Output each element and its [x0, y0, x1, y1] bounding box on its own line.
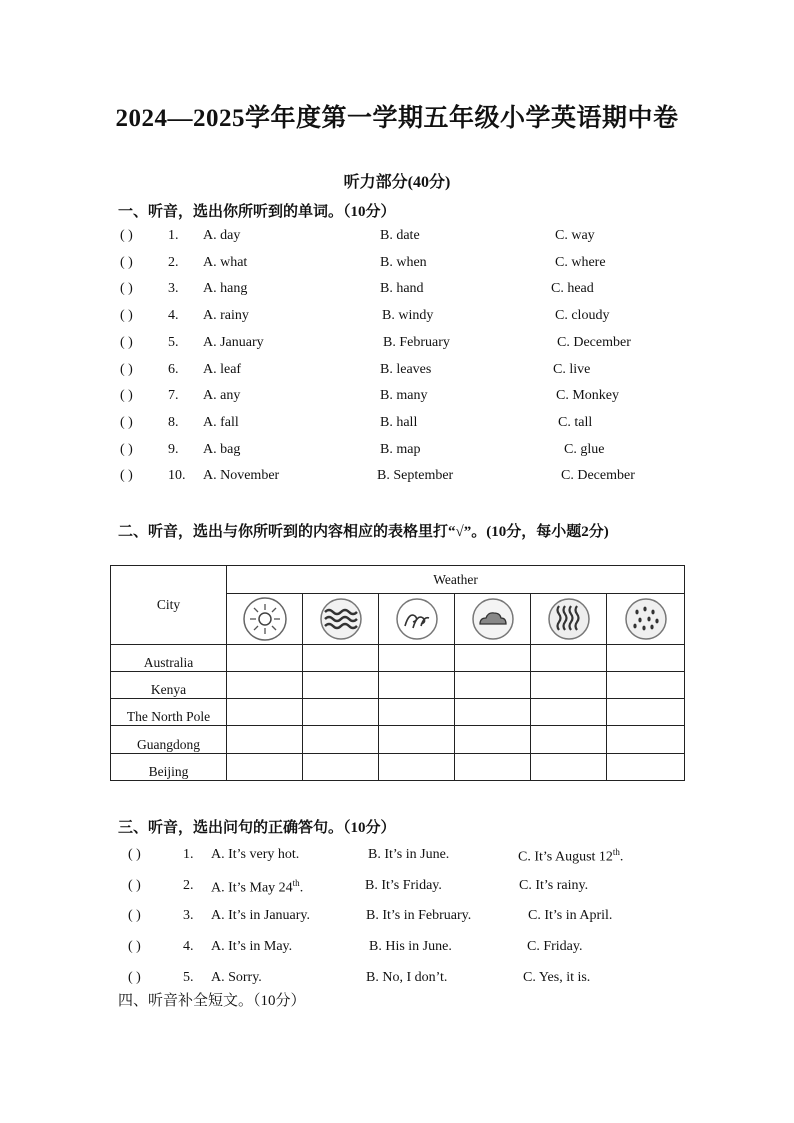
check-cell[interactable] [303, 753, 379, 780]
check-cell[interactable] [227, 644, 303, 671]
answer-bracket[interactable]: ( ) [120, 414, 133, 430]
check-cell[interactable] [379, 644, 455, 671]
option-c: C. tall [558, 414, 593, 430]
check-cell[interactable] [379, 726, 455, 753]
check-cell[interactable] [303, 726, 379, 753]
check-cell[interactable] [531, 753, 607, 780]
city-header: City [111, 566, 227, 645]
check-cell[interactable] [455, 699, 531, 726]
ordinal-suffix: th [612, 847, 620, 857]
option-a [211, 908, 310, 924]
option-a: A. bag [203, 441, 241, 457]
check-cell[interactable] [227, 753, 303, 780]
option-c: C. live [553, 361, 591, 377]
question-number: 3. [168, 281, 179, 297]
wind-swirl-icon [379, 594, 455, 644]
answer-bracket[interactable]: ( ) [120, 441, 133, 457]
option-c [523, 970, 590, 986]
option-c [527, 939, 582, 955]
check-cell[interactable] [303, 699, 379, 726]
option-c: C. glue [564, 441, 605, 457]
check-cell[interactable] [455, 753, 531, 780]
check-cell[interactable] [607, 699, 685, 726]
option-b: B. leaves [380, 361, 432, 377]
option-b: B. date [380, 228, 420, 243]
option-c-text: C. Yes, it is. [523, 969, 591, 985]
listening-part-heading: 听力部分(40分) [343, 174, 451, 191]
option-c: C. head [551, 281, 594, 297]
check-cell[interactable] [227, 726, 303, 753]
check-cell[interactable] [303, 671, 379, 698]
check-cell[interactable] [303, 644, 379, 671]
question-number: 2. [168, 254, 179, 270]
check-cell[interactable] [531, 699, 607, 726]
answer-bracket[interactable]: ( ) [120, 388, 133, 404]
question-row [0, 468, 794, 490]
answer-bracket[interactable]: ( ) [128, 939, 141, 955]
question-number: 1. [168, 228, 179, 243]
check-cell[interactable] [455, 726, 531, 753]
option-a-text: A. Sorry. [211, 969, 262, 985]
option-b: B. February [383, 334, 450, 350]
option-a: A. what [203, 254, 248, 270]
cloudy-icon [455, 594, 531, 644]
option-a-end: . [299, 880, 304, 896]
option-a-text: A. It’s May 24 [211, 880, 293, 896]
question-number: 3. [183, 908, 194, 924]
option-c: C. December [561, 468, 635, 484]
option-c: C. cloudy [555, 308, 610, 324]
ordinal-suffix: th [292, 877, 300, 888]
option-b: B. It’s Friday. [365, 877, 442, 893]
question-number: 1. [183, 847, 194, 862]
section3-heading: 三、听音，选出问句的正确答句。（10分） [118, 820, 396, 836]
question-row [0, 228, 794, 250]
question-row [0, 335, 794, 357]
answer-bracket[interactable]: ( ) [120, 361, 133, 377]
option-a [211, 847, 299, 863]
check-cell[interactable] [531, 726, 607, 753]
option-a: A. fall [203, 414, 239, 430]
option-b: B. windy [382, 308, 434, 324]
option-a-text: A. It’s in May. [211, 939, 293, 955]
option-b: B. His in June. [369, 939, 452, 955]
option-b: B. September [377, 468, 454, 484]
option-c-text: C. It’s in April. [528, 908, 613, 924]
city-kenya: Kenya [111, 671, 227, 698]
option-c-text: C. It’s August 12 [518, 849, 613, 865]
city-beijing: Beijing [111, 753, 227, 780]
question-number: 4. [183, 939, 194, 955]
answer-bracket[interactable]: ( ) [120, 468, 133, 484]
check-cell[interactable] [531, 671, 607, 698]
option-c-text: C. It’s rainy. [519, 877, 589, 893]
option-b: B. hall [380, 414, 418, 430]
sunny-icon [227, 594, 303, 644]
answer-bracket[interactable]: ( ) [128, 847, 141, 862]
check-cell[interactable] [227, 671, 303, 698]
option-c: C. way [555, 228, 595, 243]
check-cell[interactable] [607, 644, 685, 671]
option-a [211, 970, 262, 986]
question-number: 6. [168, 361, 179, 377]
answer-bracket[interactable]: ( ) [128, 877, 141, 893]
question-row [0, 255, 794, 277]
option-a: A. leaf [203, 361, 242, 377]
question-number: 5. [168, 334, 179, 350]
check-cell[interactable] [379, 753, 455, 780]
city-guangdong: Guangdong [111, 726, 227, 753]
option-a: A. January [203, 334, 264, 350]
question-row [0, 388, 794, 410]
option-a: A. day [203, 228, 241, 243]
question-number: 10. [168, 468, 186, 484]
question-row [0, 308, 794, 330]
weather-table [110, 565, 685, 781]
option-b: B. map [380, 441, 421, 457]
hot-icon [531, 594, 607, 644]
check-cell[interactable] [455, 644, 531, 671]
question-row [0, 442, 794, 464]
option-c-text: C. Friday. [527, 939, 583, 955]
option-c-end: . [619, 849, 624, 865]
option-a: A. rainy [203, 308, 249, 324]
answer-bracket[interactable]: ( ) [120, 281, 133, 297]
answer-bracket[interactable]: ( ) [120, 254, 133, 270]
option-c [519, 878, 588, 894]
option-c [518, 847, 623, 866]
answer-bracket[interactable]: ( ) [120, 308, 133, 324]
question-row [0, 415, 794, 437]
question-number: 5. [183, 969, 194, 985]
option-b: B. hand [380, 281, 424, 297]
question-row [0, 939, 794, 961]
option-c: C. December [557, 334, 631, 350]
answer-bracket[interactable]: ( ) [120, 334, 133, 350]
check-cell[interactable] [379, 671, 455, 698]
option-a: A. November [203, 468, 280, 484]
question-number: 9. [168, 441, 179, 457]
check-cell[interactable] [227, 699, 303, 726]
city-north-pole: The North Pole [111, 699, 227, 726]
question-row [0, 878, 794, 900]
option-c [528, 908, 612, 924]
answer-bracket[interactable]: ( ) [128, 908, 141, 924]
check-cell[interactable] [531, 644, 607, 671]
windy-icon [303, 594, 379, 644]
option-a: A. any [203, 388, 241, 404]
question-number: 2. [183, 877, 194, 893]
option-a: A. hang [203, 281, 248, 297]
answer-bracket[interactable]: ( ) [128, 969, 141, 985]
check-cell[interactable] [607, 753, 685, 780]
option-c: C. Monkey [556, 388, 619, 404]
section4-heading: 四、听音补全短文。（10分） [118, 993, 306, 1009]
section2-heading: 二、听音，选出与你所听到的内容相应的表格里打“√”。(10分，每小题2分) [118, 524, 609, 540]
option-a [211, 878, 303, 897]
option-c: C. where [555, 254, 606, 270]
option-b: B. It’s in June. [368, 847, 450, 862]
city-australia: Australia [111, 644, 227, 671]
check-cell[interactable] [455, 671, 531, 698]
option-b: B. when [380, 254, 427, 270]
rainy-icon [607, 594, 685, 644]
page-title: 2024—2025学年度第一学期五年级小学英语期中卷 [115, 105, 679, 132]
option-a-text: A. It’s in January. [211, 908, 311, 924]
weather-header: Weather [227, 566, 685, 594]
question-row [0, 362, 794, 384]
check-cell[interactable] [379, 699, 455, 726]
question-row [0, 847, 794, 869]
question-number: 4. [168, 308, 179, 324]
option-a-text: A. It’s very hot. [211, 847, 300, 862]
question-number: 8. [168, 414, 179, 430]
section1-heading: 一、听音，选出你所听到的单词。（10分） [118, 204, 396, 220]
option-b: B. No, I don’t. [366, 969, 448, 985]
option-b: B. It’s in February. [366, 908, 472, 924]
question-number: 7. [168, 388, 179, 404]
check-cell[interactable] [607, 671, 685, 698]
answer-bracket[interactable]: ( ) [120, 228, 133, 243]
question-row [0, 281, 794, 303]
option-a [211, 939, 292, 955]
question-row [0, 908, 794, 930]
check-cell[interactable] [607, 726, 685, 753]
option-b: B. many [380, 388, 428, 404]
